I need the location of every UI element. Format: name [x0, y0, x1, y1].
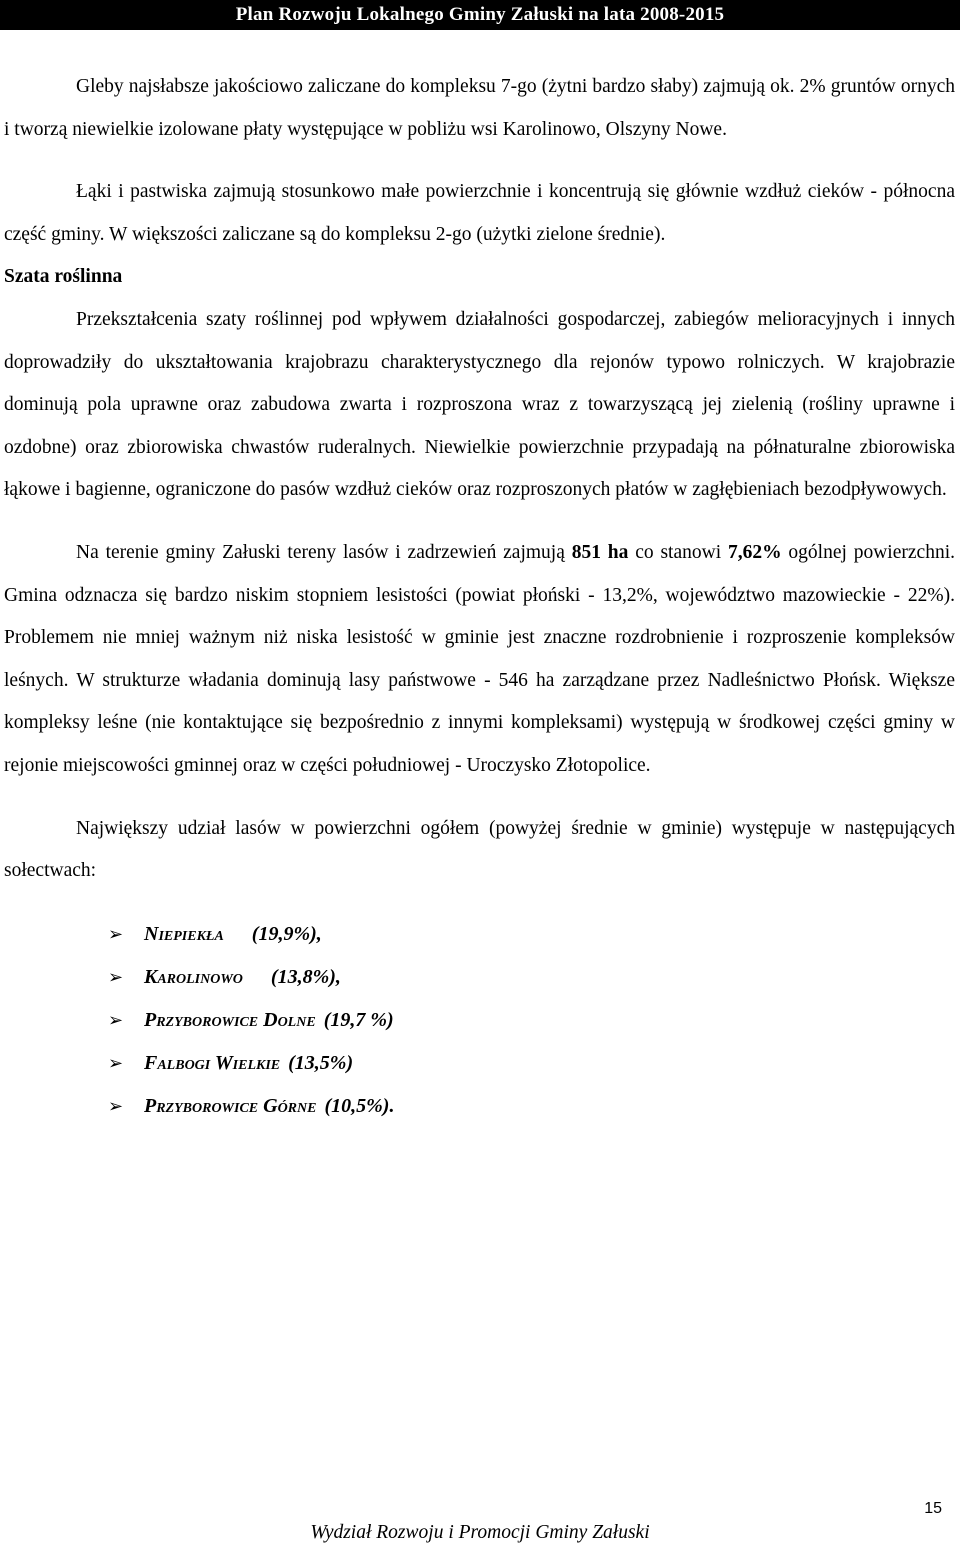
arrow-bullet-icon: ➢: [108, 1052, 124, 1074]
solectwo-percent: (19,9%),: [251, 922, 322, 945]
paragraph-solectwa-intro: Największy udział lasów w powierzchni ogółem (powyżej średnie w gminie) występuje w następujących sołectwach:: [4, 817, 955, 882]
arrow-bullet-icon: ➢: [108, 923, 124, 945]
paragraph-forests: [4, 532, 955, 788]
arrow-bullet-icon: ➢: [108, 966, 124, 988]
paragraph-vegetation: Przekształcenia szaty roślinnej pod wpływem działalności gospodarczej, zabiegów melioracyjnych i innych doprowadziły do ukształtowania krajobrazu charakterystycznego dla rejonów typowo rolniczych. W krajobrazie dominują pola uprawne oraz zabudowa zwarta i rozproszona wraz z towarzyszącą jej zielenią (rośliny uprawne i ozdobne) oraz zbiorowiska chwastów ruderalnych. Niewielkie powierzchnie przypadają na półnaturalne zbiorowiska łąkowe i bagienne, ograniczone do pasów wzdłuż cieków oraz rozproszonych płatów w zagłębieniach bezodpływowych.: [4, 308, 955, 501]
solectwo-name: Karolinowo: [144, 965, 243, 988]
forests-percent: 7,62%: [727, 541, 782, 563]
arrow-bullet-icon: ➢: [108, 1095, 124, 1117]
solectwo-name: Falbogi Wielkie: [144, 1051, 281, 1074]
section-title-vegetation: Szata roślinna: [4, 266, 123, 288]
document-header: [0, 0, 960, 30]
list-item: [108, 956, 955, 999]
page-number: 15: [924, 1500, 942, 1517]
forests-text-c: co stanowi: [628, 541, 728, 563]
paragraph-meadows: Łąki i pastwiska zajmują stosunkowo małe powierzchnie i koncentrują się głównie wzdłuż cieków - północna część gminy. W większości zaliczane są do kompleksu 2-go (użytki zielone średnie).: [4, 181, 955, 245]
solectwo-percent: (10,5%).: [324, 1094, 395, 1117]
forests-text-e: ogólnej powierzchni. Gmina odznacza się bardzo niskim stopniem lesistości (powiat płoński - 13,2%, województwo mazowieckie - 22%). Problemem nie mniej ważnym niż niska lesistość w gminie jest znaczne rozdrobnienie i rozproszenie kompleksów leśnych. W strukturze władania dominują lasy państwowe - 546 ha zarządzane przez Nadleśnictwo Płońsk. Większe kompleksy leśne (nie kontaktujące się bezpośrednio z innymi kompleksami) występują w środkowej części gminy w rejonie miejscowości gminnej oraz w części południowej - Uroczysko Złotopolice.: [4, 541, 955, 776]
solectwo-name: Przyborowice Dolne: [144, 1008, 316, 1031]
solectwo-percent: (19,7 %): [323, 1008, 394, 1031]
forests-area: 851 ha: [571, 541, 629, 563]
list-item: [108, 1085, 955, 1128]
solectwo-percent: (13,8%),: [270, 965, 341, 988]
solectwo-name: Przyborowice Górne: [144, 1094, 317, 1117]
arrow-bullet-icon: ➢: [108, 1009, 124, 1031]
list-item: [108, 999, 955, 1042]
list-item: [108, 1042, 955, 1085]
solectwo-percent: (13,5%): [288, 1051, 354, 1074]
forests-text-a: Na terenie gminy Załuski tereny lasów i zadrzewień zajmują: [76, 541, 572, 563]
document-body: [4, 66, 955, 1128]
document-footer: Wydział Rozwoju i Promocji Gminy Załuski: [310, 1522, 650, 1543]
solectwo-name: Niepiekła: [144, 922, 224, 945]
solectwa-list: [108, 913, 955, 1128]
paragraph-soils: Gleby najsłabsze jakościowo zaliczane do kompleksu 7-go (żytni bardzo słaby) zajmują ok. 2% gruntów ornych i tworzą niewielkie izolowane płaty występujące w pobliżu wsi Karolinowo, Olszyny Nowe.: [4, 76, 955, 140]
list-item: [108, 913, 955, 956]
header-title: Plan Rozwoju Lokalnego Gminy Załuski na lata 2008-2015: [235, 4, 725, 25]
